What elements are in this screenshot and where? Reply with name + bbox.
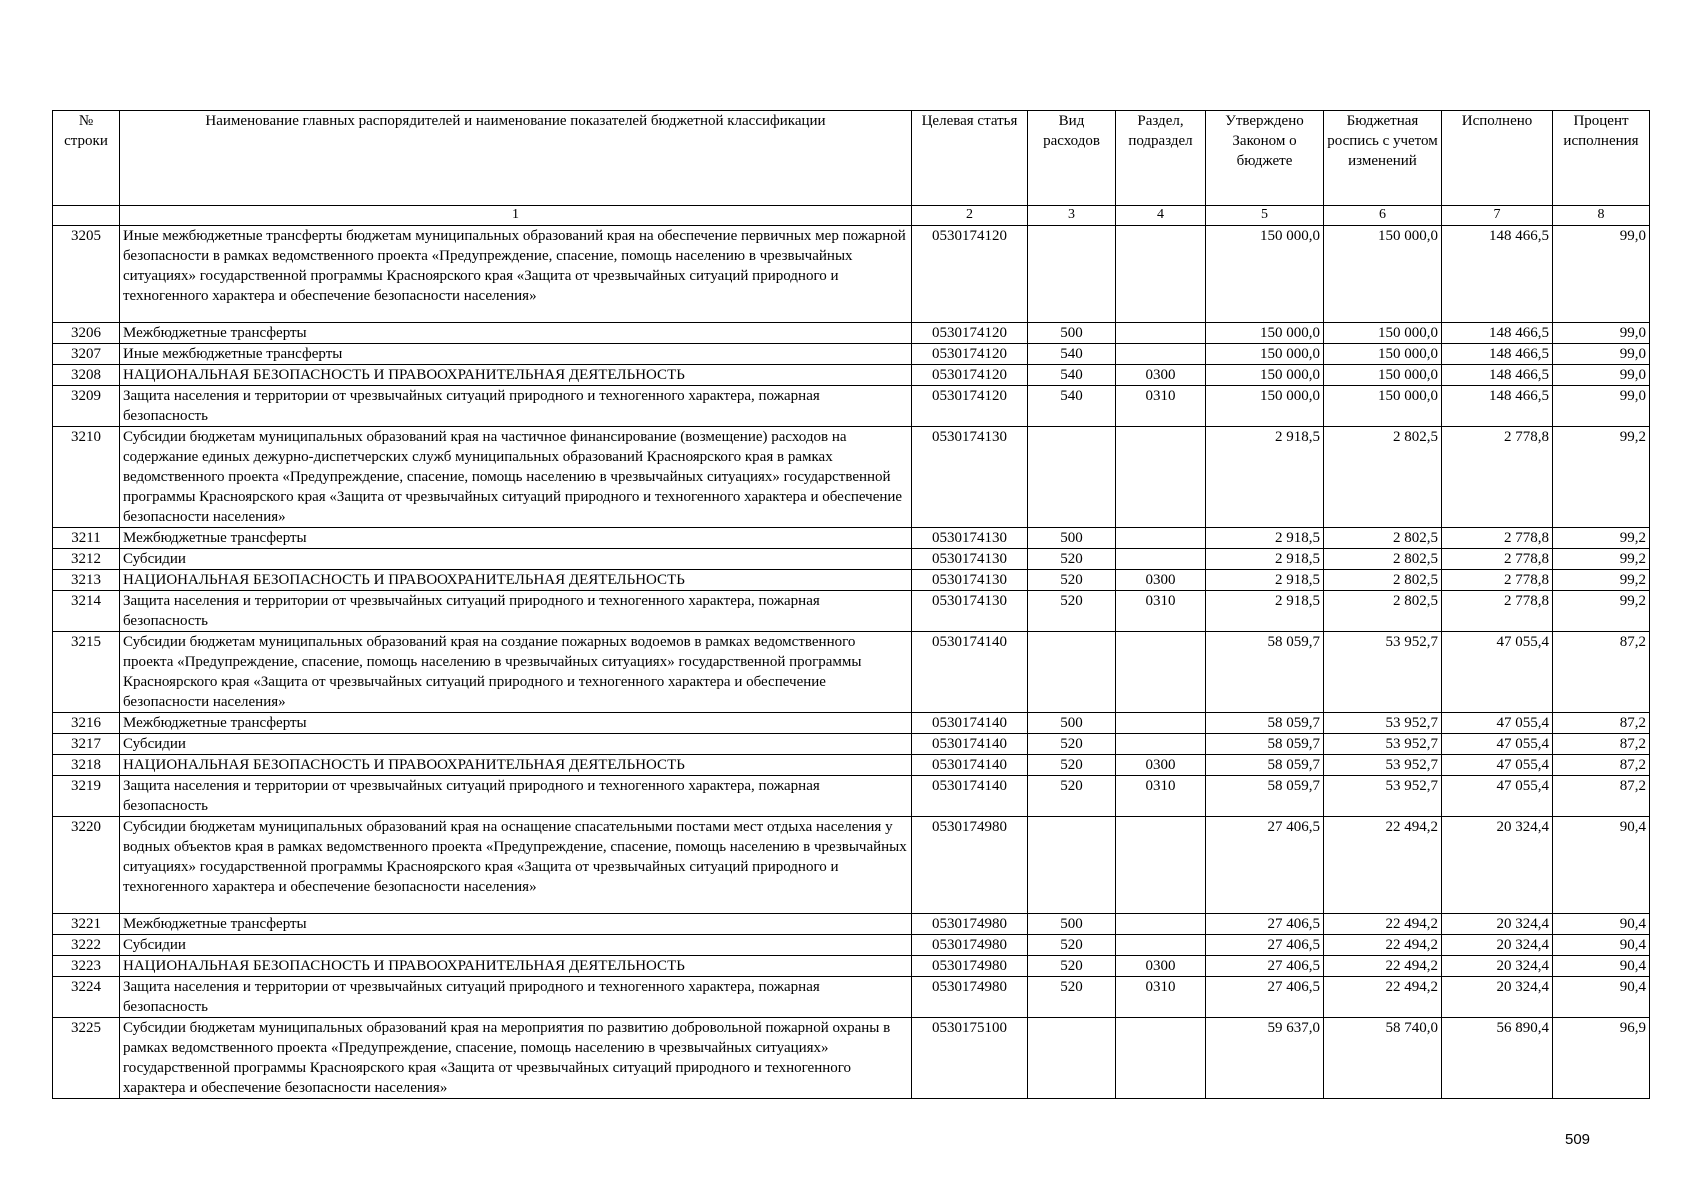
approved-amount-cell: 150 000,0	[1206, 344, 1324, 365]
expense-type-cell: 520	[1028, 956, 1116, 977]
name-cell: Субсидии	[120, 935, 912, 956]
executed-amount-cell: 2 778,8	[1442, 549, 1553, 570]
row-number-cell: 3218	[53, 755, 120, 776]
name-cell: Субсидии бюджетам муниципальных образований края на частичное финансирование (возмещение) расходов на содержание единых дежурно-диспетчерских служб муниципальных образований Красноярского края в рамках ведомственного проекта «Предупреждение, спасение, помощь населению в чрезвычайных ситуациях» государственной программы Красноярского края «Защита от чрезвычайных ситуаций природного и техногенного характера и обеспечение безопасности населения»	[120, 427, 912, 528]
percent-cell: 99,2	[1553, 591, 1650, 632]
executed-amount-cell: 47 055,4	[1442, 734, 1553, 755]
approved-amount-cell: 27 406,5	[1206, 956, 1324, 977]
target-article-cell: 0530174120	[912, 344, 1028, 365]
name-cell: НАЦИОНАЛЬНАЯ БЕЗОПАСНОСТЬ И ПРАВООХРАНИТЕЛЬНАЯ ДЕЯТЕЛЬНОСТЬ	[120, 570, 912, 591]
budget-list-amount-cell: 53 952,7	[1324, 776, 1442, 817]
table-row	[53, 344, 1650, 365]
expense-type-cell: 520	[1028, 591, 1116, 632]
percent-cell: 99,0	[1553, 365, 1650, 386]
table-row	[53, 427, 1650, 528]
expense-type-cell: 500	[1028, 528, 1116, 549]
name-cell: Субсидии бюджетам муниципальных образований края на оснащение спасательными постами мест отдыха населения у водных объектов края в рамках ведомственного проекта «Предупреждение, спасение, помощь населению в чрезвычайных ситуациях» государственной программы Красноярского края «Защита от чрезвычайных ситуаций природного и техногенного характера и обеспечение безопасности населения»	[120, 817, 912, 914]
header-percent: Процент исполнения	[1553, 111, 1650, 206]
approved-amount-cell: 2 918,5	[1206, 549, 1324, 570]
table-header-row	[53, 111, 1650, 206]
expense-type-cell: 500	[1028, 914, 1116, 935]
row-number-cell: 3225	[53, 1018, 120, 1099]
row-number-cell: 3211	[53, 528, 120, 549]
approved-amount-cell: 150 000,0	[1206, 365, 1324, 386]
expense-type-cell	[1028, 817, 1116, 914]
row-number-cell: 3205	[53, 226, 120, 323]
executed-amount-cell: 20 324,4	[1442, 817, 1553, 914]
row-number-cell: 3214	[53, 591, 120, 632]
row-number-cell: 3206	[53, 323, 120, 344]
percent-cell: 90,4	[1553, 935, 1650, 956]
target-article-cell: 0530174980	[912, 935, 1028, 956]
section-cell	[1116, 549, 1206, 570]
target-article-cell: 0530174120	[912, 365, 1028, 386]
name-cell: Субсидии бюджетам муниципальных образований края на создание пожарных водоемов в рамках ведомственного проекта «Предупреждение, спасение, помощь населению в чрезвычайных ситуациях» государственной программы Красноярского края «Защита от чрезвычайных ситуаций природного и техногенного характера и обеспечение безопасности населения»	[120, 632, 912, 713]
table-row	[53, 591, 1650, 632]
column-number-row	[53, 206, 1650, 226]
percent-cell: 90,4	[1553, 977, 1650, 1018]
expense-type-cell	[1028, 226, 1116, 323]
table-row	[53, 755, 1650, 776]
percent-cell: 99,0	[1553, 344, 1650, 365]
section-cell	[1116, 323, 1206, 344]
section-cell: 0300	[1116, 570, 1206, 591]
budget-list-amount-cell: 22 494,2	[1324, 977, 1442, 1018]
budget-list-amount-cell: 150 000,0	[1324, 386, 1442, 427]
expense-type-cell: 500	[1028, 323, 1116, 344]
header-budget-list: Бюджетная роспись с учетом изменений	[1324, 111, 1442, 206]
row-number-cell: 3210	[53, 427, 120, 528]
executed-amount-cell: 2 778,8	[1442, 427, 1553, 528]
percent-cell: 90,4	[1553, 956, 1650, 977]
header-row-number: № строки	[53, 111, 120, 206]
target-article-cell: 0530174980	[912, 977, 1028, 1018]
expense-type-cell: 520	[1028, 977, 1116, 1018]
budget-list-amount-cell: 22 494,2	[1324, 817, 1442, 914]
row-number-cell: 3215	[53, 632, 120, 713]
name-cell: Межбюджетные трансферты	[120, 713, 912, 734]
executed-amount-cell: 2 778,8	[1442, 591, 1553, 632]
approved-amount-cell: 2 918,5	[1206, 427, 1324, 528]
executed-amount-cell: 20 324,4	[1442, 935, 1553, 956]
percent-cell: 99,0	[1553, 386, 1650, 427]
name-cell: Субсидии бюджетам муниципальных образований края на мероприятия по развитию добровольной пожарной охраны в рамках ведомственного проекта «Предупреждение, спасение, помощь населению в чрезвычайных ситуациях» государственной программы Красноярского края «Защита от чрезвычайных ситуаций природного и техногенного характера и обеспечение безопасности населения»	[120, 1018, 912, 1099]
approved-amount-cell: 2 918,5	[1206, 591, 1324, 632]
name-cell: Межбюджетные трансферты	[120, 528, 912, 549]
row-number-cell: 3223	[53, 956, 120, 977]
executed-amount-cell: 2 778,8	[1442, 528, 1553, 549]
section-cell	[1116, 632, 1206, 713]
target-article-cell: 0530174980	[912, 914, 1028, 935]
row-number-cell: 3224	[53, 977, 120, 1018]
name-cell: Защита населения и территории от чрезвычайных ситуаций природного и техногенного характера, пожарная безопасность	[120, 386, 912, 427]
percent-cell: 96,9	[1553, 1018, 1650, 1099]
executed-amount-cell: 148 466,5	[1442, 386, 1553, 427]
approved-amount-cell: 2 918,5	[1206, 528, 1324, 549]
executed-amount-cell: 20 324,4	[1442, 956, 1553, 977]
row-number-cell: 3213	[53, 570, 120, 591]
target-article-cell: 0530174120	[912, 226, 1028, 323]
budget-list-amount-cell: 2 802,5	[1324, 549, 1442, 570]
column-number: 2	[912, 206, 1028, 226]
name-cell: Субсидии	[120, 549, 912, 570]
budget-list-amount-cell: 150 000,0	[1324, 344, 1442, 365]
section-cell	[1116, 914, 1206, 935]
approved-amount-cell: 150 000,0	[1206, 386, 1324, 427]
percent-cell: 87,2	[1553, 755, 1650, 776]
table-row	[53, 549, 1650, 570]
target-article-cell: 0530174130	[912, 528, 1028, 549]
name-cell: НАЦИОНАЛЬНАЯ БЕЗОПАСНОСТЬ И ПРАВООХРАНИТЕЛЬНАЯ ДЕЯТЕЛЬНОСТЬ	[120, 755, 912, 776]
budget-list-amount-cell: 2 802,5	[1324, 570, 1442, 591]
table-row	[53, 528, 1650, 549]
name-cell: Иные межбюджетные трансферты бюджетам муниципальных образований края на обеспечение первичных мер пожарной безопасности в рамках ведомственного проекта «Предупреждение, спасение, помощь населению в чрезвычайных ситуациях» государственной программы Красноярского края «Защита от чрезвычайных ситуаций природного и техногенного характера и обеспечение безопасности населения»	[120, 226, 912, 323]
row-number-cell: 3208	[53, 365, 120, 386]
row-number-cell: 3212	[53, 549, 120, 570]
section-cell: 0300	[1116, 365, 1206, 386]
table-row	[53, 323, 1650, 344]
page-number: 509	[1565, 1131, 1591, 1148]
column-number-blank	[53, 206, 120, 226]
name-cell: Межбюджетные трансферты	[120, 323, 912, 344]
percent-cell: 90,4	[1553, 817, 1650, 914]
name-cell: Защита населения и территории от чрезвычайных ситуаций природного и техногенного характера, пожарная безопасность	[120, 591, 912, 632]
row-number-cell: 3222	[53, 935, 120, 956]
expense-type-cell: 520	[1028, 734, 1116, 755]
expense-type-cell: 520	[1028, 935, 1116, 956]
executed-amount-cell: 2 778,8	[1442, 570, 1553, 591]
budget-list-amount-cell: 58 740,0	[1324, 1018, 1442, 1099]
approved-amount-cell: 27 406,5	[1206, 977, 1324, 1018]
column-number: 5	[1206, 206, 1324, 226]
table-row	[53, 734, 1650, 755]
executed-amount-cell: 148 466,5	[1442, 344, 1553, 365]
executed-amount-cell: 148 466,5	[1442, 323, 1553, 344]
percent-cell: 90,4	[1553, 914, 1650, 935]
approved-amount-cell: 58 059,7	[1206, 713, 1324, 734]
percent-cell: 87,2	[1553, 734, 1650, 755]
table-row	[53, 956, 1650, 977]
target-article-cell: 0530174140	[912, 713, 1028, 734]
approved-amount-cell: 27 406,5	[1206, 914, 1324, 935]
percent-cell: 99,2	[1553, 570, 1650, 591]
table-row	[53, 935, 1650, 956]
expense-type-cell	[1028, 632, 1116, 713]
header-approved-by-law: Утверждено Законом о бюджете	[1206, 111, 1324, 206]
budget-list-amount-cell: 53 952,7	[1324, 713, 1442, 734]
target-article-cell: 0530174120	[912, 323, 1028, 344]
expense-type-cell: 520	[1028, 755, 1116, 776]
row-number-cell: 3217	[53, 734, 120, 755]
approved-amount-cell: 59 637,0	[1206, 1018, 1324, 1099]
target-article-cell: 0530174130	[912, 427, 1028, 528]
approved-amount-cell: 150 000,0	[1206, 323, 1324, 344]
section-cell	[1116, 226, 1206, 323]
expense-type-cell: 520	[1028, 776, 1116, 817]
section-cell	[1116, 1018, 1206, 1099]
percent-cell: 99,2	[1553, 427, 1650, 528]
table-row	[53, 1018, 1650, 1099]
target-article-cell: 0530174130	[912, 549, 1028, 570]
target-article-cell: 0530174140	[912, 776, 1028, 817]
target-article-cell: 0530175100	[912, 1018, 1028, 1099]
row-number-cell: 3221	[53, 914, 120, 935]
name-cell: Иные межбюджетные трансферты	[120, 344, 912, 365]
expense-type-cell	[1028, 427, 1116, 528]
name-cell: Защита населения и территории от чрезвычайных ситуаций природного и техногенного характера, пожарная безопасность	[120, 977, 912, 1018]
section-cell: 0310	[1116, 776, 1206, 817]
percent-cell: 87,2	[1553, 776, 1650, 817]
budget-list-amount-cell: 2 802,5	[1324, 591, 1442, 632]
section-cell	[1116, 427, 1206, 528]
table-row	[53, 226, 1650, 323]
column-number: 6	[1324, 206, 1442, 226]
table-row	[53, 713, 1650, 734]
executed-amount-cell: 56 890,4	[1442, 1018, 1553, 1099]
section-cell	[1116, 935, 1206, 956]
table-row	[53, 570, 1650, 591]
budget-list-amount-cell: 2 802,5	[1324, 528, 1442, 549]
table-row	[53, 977, 1650, 1018]
section-cell: 0310	[1116, 386, 1206, 427]
percent-cell: 99,0	[1553, 323, 1650, 344]
table-body	[53, 226, 1650, 1099]
row-number-cell: 3219	[53, 776, 120, 817]
section-cell: 0300	[1116, 956, 1206, 977]
budget-list-amount-cell: 150 000,0	[1324, 365, 1442, 386]
approved-amount-cell: 27 406,5	[1206, 935, 1324, 956]
approved-amount-cell: 58 059,7	[1206, 734, 1324, 755]
section-cell: 0310	[1116, 591, 1206, 632]
table-row	[53, 632, 1650, 713]
section-cell: 0310	[1116, 977, 1206, 1018]
target-article-cell: 0530174980	[912, 817, 1028, 914]
expense-type-cell: 540	[1028, 365, 1116, 386]
executed-amount-cell: 47 055,4	[1442, 632, 1553, 713]
approved-amount-cell: 27 406,5	[1206, 817, 1324, 914]
header-executed: Исполнено	[1442, 111, 1553, 206]
name-cell: Защита населения и территории от чрезвычайных ситуаций природного и техногенного характера, пожарная безопасность	[120, 776, 912, 817]
table-row	[53, 817, 1650, 914]
target-article-cell: 0530174130	[912, 570, 1028, 591]
expense-type-cell	[1028, 1018, 1116, 1099]
section-cell	[1116, 344, 1206, 365]
budget-execution-table	[52, 110, 1650, 1099]
column-number: 4	[1116, 206, 1206, 226]
executed-amount-cell: 47 055,4	[1442, 713, 1553, 734]
target-article-cell: 0530174980	[912, 956, 1028, 977]
expense-type-cell: 540	[1028, 386, 1116, 427]
column-number: 7	[1442, 206, 1553, 226]
executed-amount-cell: 148 466,5	[1442, 226, 1553, 323]
row-number-cell: 3216	[53, 713, 120, 734]
header-name: Наименование главных распорядителей и наименование показателей бюджетной классификации	[120, 111, 912, 206]
target-article-cell: 0530174130	[912, 591, 1028, 632]
executed-amount-cell: 47 055,4	[1442, 755, 1553, 776]
target-article-cell: 0530174140	[912, 734, 1028, 755]
table-row	[53, 914, 1650, 935]
header-target-article: Целевая статья	[912, 111, 1028, 206]
executed-amount-cell: 148 466,5	[1442, 365, 1553, 386]
section-cell	[1116, 734, 1206, 755]
executed-amount-cell: 20 324,4	[1442, 977, 1553, 1018]
budget-list-amount-cell: 53 952,7	[1324, 632, 1442, 713]
section-cell: 0300	[1116, 755, 1206, 776]
target-article-cell: 0530174120	[912, 386, 1028, 427]
table-row	[53, 365, 1650, 386]
header-section: Раздел, подраздел	[1116, 111, 1206, 206]
budget-list-amount-cell: 53 952,7	[1324, 755, 1442, 776]
target-article-cell: 0530174140	[912, 632, 1028, 713]
column-number: 8	[1553, 206, 1650, 226]
percent-cell: 99,0	[1553, 226, 1650, 323]
column-number: 3	[1028, 206, 1116, 226]
percent-cell: 87,2	[1553, 632, 1650, 713]
approved-amount-cell: 58 059,7	[1206, 776, 1324, 817]
header-expense-type: Вид расходов	[1028, 111, 1116, 206]
expense-type-cell: 520	[1028, 549, 1116, 570]
budget-list-amount-cell: 22 494,2	[1324, 935, 1442, 956]
budget-list-amount-cell: 150 000,0	[1324, 226, 1442, 323]
approved-amount-cell: 58 059,7	[1206, 755, 1324, 776]
executed-amount-cell: 20 324,4	[1442, 914, 1553, 935]
row-number-cell: 3209	[53, 386, 120, 427]
approved-amount-cell: 150 000,0	[1206, 226, 1324, 323]
name-cell: Межбюджетные трансферты	[120, 914, 912, 935]
column-number: 1	[120, 206, 912, 226]
expense-type-cell: 520	[1028, 570, 1116, 591]
percent-cell: 99,2	[1553, 549, 1650, 570]
section-cell	[1116, 528, 1206, 549]
section-cell	[1116, 713, 1206, 734]
name-cell: НАЦИОНАЛЬНАЯ БЕЗОПАСНОСТЬ И ПРАВООХРАНИТЕЛЬНАЯ ДЕЯТЕЛЬНОСТЬ	[120, 365, 912, 386]
expense-type-cell: 500	[1028, 713, 1116, 734]
approved-amount-cell: 2 918,5	[1206, 570, 1324, 591]
row-number-cell: 3207	[53, 344, 120, 365]
budget-list-amount-cell: 53 952,7	[1324, 734, 1442, 755]
executed-amount-cell: 47 055,4	[1442, 776, 1553, 817]
section-cell	[1116, 817, 1206, 914]
table-row	[53, 386, 1650, 427]
budget-list-amount-cell: 22 494,2	[1324, 914, 1442, 935]
name-cell: Субсидии	[120, 734, 912, 755]
table-row	[53, 776, 1650, 817]
percent-cell: 99,2	[1553, 528, 1650, 549]
budget-list-amount-cell: 150 000,0	[1324, 323, 1442, 344]
target-article-cell: 0530174140	[912, 755, 1028, 776]
approved-amount-cell: 58 059,7	[1206, 632, 1324, 713]
budget-list-amount-cell: 22 494,2	[1324, 956, 1442, 977]
expense-type-cell: 540	[1028, 344, 1116, 365]
row-number-cell: 3220	[53, 817, 120, 914]
name-cell: НАЦИОНАЛЬНАЯ БЕЗОПАСНОСТЬ И ПРАВООХРАНИТЕЛЬНАЯ ДЕЯТЕЛЬНОСТЬ	[120, 956, 912, 977]
percent-cell: 87,2	[1553, 713, 1650, 734]
budget-list-amount-cell: 2 802,5	[1324, 427, 1442, 528]
